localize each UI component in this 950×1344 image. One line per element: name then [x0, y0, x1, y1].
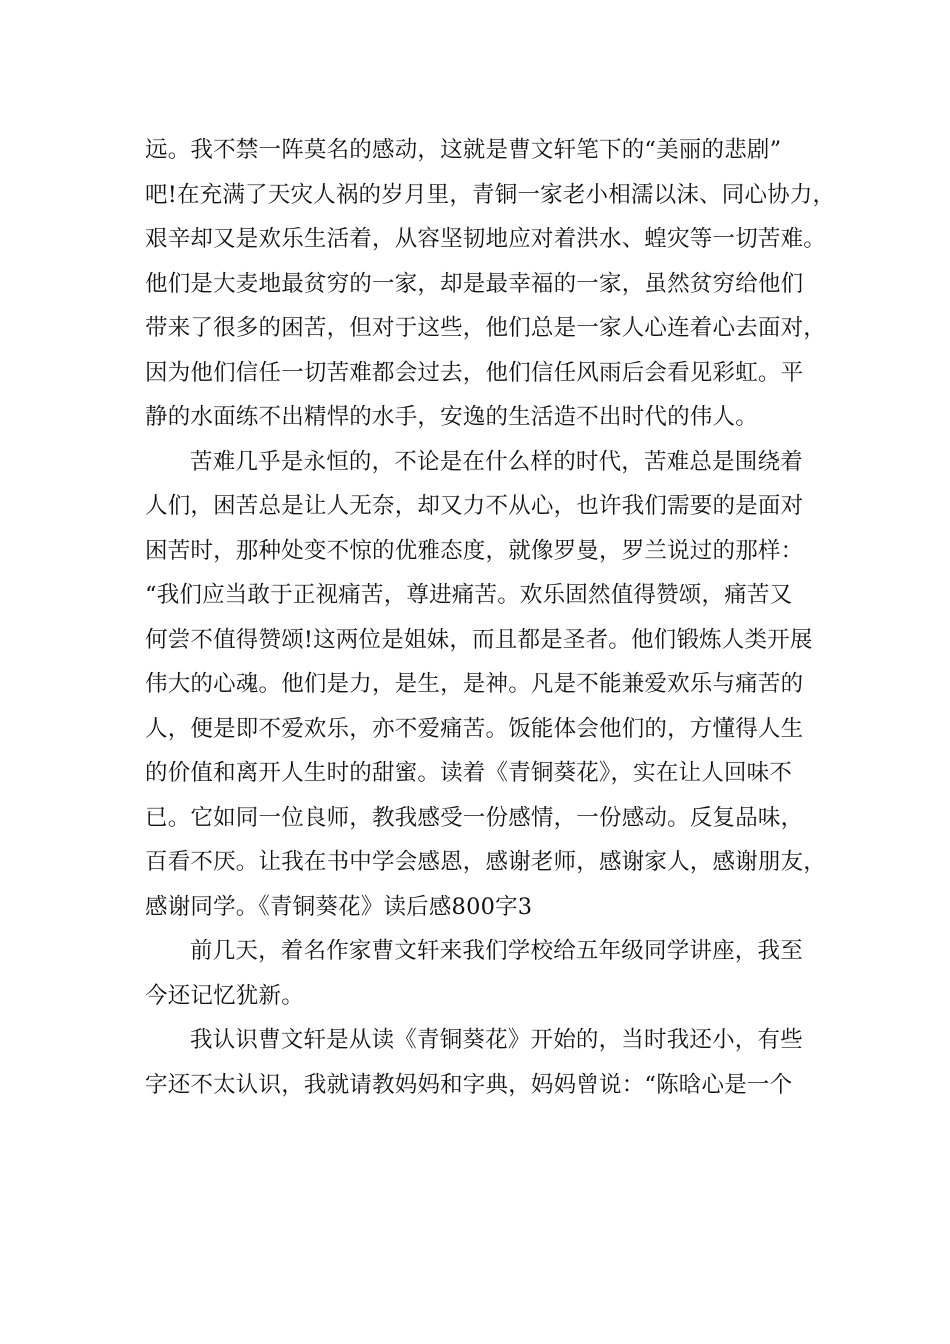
text-line: 艰辛却又是欢乐生活着，从容坚韧地应对着洪水、蝗灾等一切苦难。 [145, 226, 827, 252]
paragraph [145, 128, 836, 440]
text-line: 今还记忆犹新。 [145, 982, 304, 1009]
text-line: 人，便是即不爱欢乐，亦不爱痛苦。饭能体会他们的，方懂得人生 [145, 715, 804, 742]
text-line: 远。我不禁一阵莫名的感动，这就是曹文轩笔下的“美丽的悲剧” [145, 137, 782, 163]
paragraph [145, 440, 825, 930]
text-line: 伟大的心魂。他们是力，是生，是神。凡是不能兼爱欢乐与痛苦的 [145, 671, 804, 697]
text-line: 他们是大麦地最贫穷的一家，却是最幸福的一家，虽然贫穷给他们 [145, 270, 804, 297]
text-line: 因为他们信任一切苦难都会过去，他们信任风雨后会看见彩虹。平 [145, 359, 804, 386]
text-line: 何尝不值得赞颂!这两位是姐妹，而且都是圣者。他们锻炼人类开展 [145, 626, 813, 653]
text-line: “我们应当敢于正视痛苦，尊进痛苦。欢乐固然值得赞颂，痛苦又 [145, 582, 793, 608]
text-line: 静的水面练不出精悍的水手，安逸的生活造不出时代的伟人。 [145, 404, 758, 430]
text-line: 人们，困苦总是让人无奈，却又力不从心，也许我们需要的是面对 [145, 493, 804, 519]
text-line: 苦难几乎是永恒的，不论是在什么样的时代，苦难总是围绕着 [190, 448, 803, 475]
text-line: 感谢同学。《青铜葵花》读后感800字3 [145, 893, 533, 920]
text-line: 的价值和离开人生时的甜蜜。读着《青铜葵花》，实在让人回味不 [145, 760, 793, 786]
document-body-text [145, 128, 836, 1107]
text-line: 百看不厌。让我在书中学会感恩，感谢老师，感谢家人，感谢朋友， [145, 849, 827, 875]
text-line: 前几天，着名作家曹文轩来我们学校给五年级同学讲座，我至 [190, 938, 803, 964]
text-line: 带来了很多的困苦，但对于这些，他们总是一家人心连着心去面对， [145, 315, 827, 341]
text-line: 吧!在充满了天灾人祸的岁月里，青铜一家老小相濡以沫、同心协力， [145, 181, 836, 208]
paragraph [145, 929, 825, 1018]
paragraph [145, 1018, 825, 1107]
text-line: 字还不太认识，我就请教妈妈和字典，妈妈曾说：“陈晗心是一个 [145, 1071, 793, 1098]
text-line: 困苦时，那种处变不惊的优雅态度，就像罗曼，罗兰说过的那样： [145, 537, 804, 564]
text-line: 我认识曹文轩是从读《青铜葵花》开始的，当时我还小，有些 [190, 1027, 803, 1053]
text-line: 已。它如同一位良师，教我感受一份感情，一份感动。反复品味， [145, 804, 804, 831]
